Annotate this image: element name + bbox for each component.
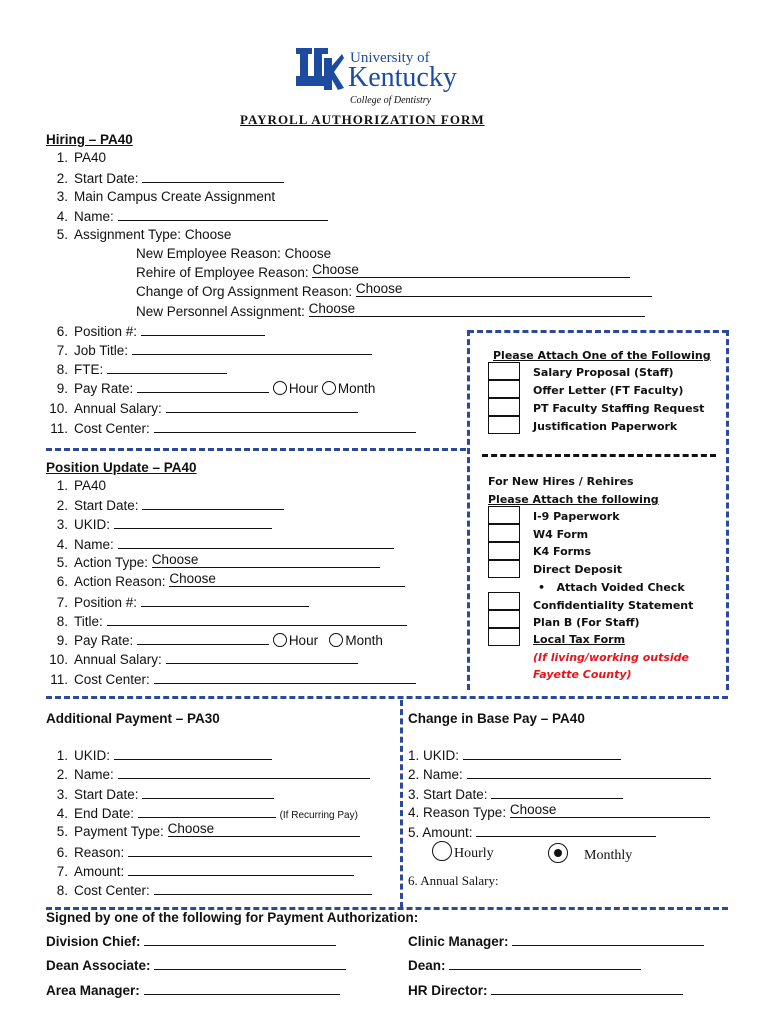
pos-title-field[interactable] [107,613,407,626]
hr-director-field[interactable] [491,982,683,995]
rehire-reason: Rehire of Employee Reason: Choose [136,265,630,280]
cost-center-field[interactable] [154,420,416,433]
change-org-reason: Change of Org Assignment Reason: Choose [136,284,652,299]
annual-salary-field[interactable] [166,400,358,413]
additional-amount: 7. Amount: [46,863,354,879]
sig-dean-associate: Dean Associate: [46,957,346,973]
additional-end-date: 4. End Date: (If Recurring Pay) [56,806,358,821]
job-title-field[interactable] [132,342,372,355]
position-action-reason: 6. Action Reason: Choose [46,574,405,589]
pos-hour-radio[interactable] [273,633,287,647]
attach1-item: Offer Letter (FT Faculty) [533,384,684,397]
sig-area-manager: Area Manager: [46,982,340,998]
divider [726,330,729,690]
pay-rate-field[interactable] [137,380,269,393]
basepay-ukid: 1. UKID: [408,747,621,763]
name-field[interactable] [118,208,328,221]
attach2-checkbox[interactable] [488,560,520,578]
additional-start-date: 3. Start Date: [46,786,274,802]
position-action-type: 5. Action Type: Choose [46,555,380,570]
monthly-option: Monthly [548,843,632,864]
additional-heading: Additional Payment – PA30 [46,711,220,726]
additional-name: 2. Name: [46,766,370,782]
rehire-select[interactable]: Choose [312,265,630,278]
pos-ukid-field[interactable] [114,516,272,529]
divider [467,330,470,690]
divider [46,696,728,699]
add-ukid-field[interactable] [114,747,272,760]
attach2-checkbox[interactable] [488,628,520,646]
dean-associate-field[interactable] [154,957,346,970]
basepay-reason-type: 4. Reason Type: Choose [408,805,710,820]
attach1-checkbox[interactable] [488,362,520,380]
add-reason-field[interactable] [128,844,372,857]
division-chief-field[interactable] [144,933,336,946]
basepay-heading: Change in Base Pay – PA40 [408,711,585,726]
sig-hr-director: HR Director: [408,982,683,998]
clinic-manager-field[interactable] [512,933,704,946]
position-name: 4. Name: [46,536,394,552]
divider [400,700,403,908]
attach2-heading2: Please Attach the following [488,493,659,506]
hiring-job-title: 7. Job Title: [46,342,372,358]
additional-reason: 6. Reason: [46,844,372,860]
dean-field[interactable] [449,957,641,970]
hiring-assignment-type: 5. Assignment Type: Choose [56,227,232,242]
sig-dean: Dean: [408,957,641,973]
sig-division-chief: Division Chief: [46,933,336,949]
pos-name-field[interactable] [118,536,394,549]
page-title: PAYROLL AUTHORIZATION FORM [240,112,485,127]
position-title: 8. Title: [46,613,407,629]
pos-annual-salary-field[interactable] [166,651,358,664]
bp-amount-field[interactable] [476,824,656,837]
new-employee-reason: New Employee Reason: Choose [136,246,332,261]
attach1-checkbox[interactable] [488,398,520,416]
position-number: 7. Position #: [46,594,309,610]
monthly-radio[interactable] [548,843,568,863]
attach1-checkbox[interactable] [488,416,520,434]
attach1-item: PT Faculty Staffing Request [533,402,705,415]
position-ukid: 3. UKID: [46,516,272,532]
basepay-annual: 6. Annual Salary: [408,873,499,888]
area-manager-field[interactable] [144,982,340,995]
position-start-date: 2. Start Date: [46,497,284,513]
attach2-checkbox[interactable] [488,524,520,542]
hour-radio[interactable] [273,381,287,395]
attach2-item: K4 Forms [533,545,592,558]
divider [468,330,728,333]
divider [482,454,716,457]
pos-pay-rate-field[interactable] [137,632,269,645]
new-employee-select[interactable]: Choose [284,246,332,261]
hiring-name: 4. Name: [46,208,328,224]
change-org-select[interactable]: Choose [356,284,652,297]
position-pay-rate: 9. Pay Rate: Hour Month [56,633,383,648]
attach2-item: I-9 Paperwork [533,510,620,523]
attach2-heading1: For New Hires / Rehires [488,475,634,488]
hiring-pay-rate: 9. Pay Rate: Hour Month [56,381,376,396]
attach2-checkbox[interactable] [488,542,520,560]
position-cost-center: 11. Cost Center: [46,671,416,687]
basepay-start-date: 3. Start Date: [408,786,623,802]
attach2-item: W4 Form [533,528,589,541]
assignment-type-select[interactable]: Choose [184,227,232,242]
bp-name-field[interactable] [467,766,711,779]
month-radio[interactable] [322,381,336,395]
attach1-item: Salary Proposal (Staff) [533,366,674,379]
logo-line1: University of [350,50,430,66]
sig-clinic-manager: Clinic Manager: [408,933,704,949]
attach2-item: Confidentiality Statement [533,599,694,612]
action-type-select[interactable]: Choose [152,555,380,568]
hiring-start-date: 2. Start Date: [46,170,284,186]
pos-start-date-field[interactable] [142,497,284,510]
signed-heading: Signed by one of the following for Payment Authorization: [46,910,419,925]
attach1-heading: Please Attach One of the Following [493,349,711,362]
logo-line2: Kentucky [348,62,457,93]
position-annual-salary: 10. Annual Salary: [46,651,358,667]
bp-ukid-field[interactable] [463,747,621,760]
position-heading: Position Update – PA40 [46,460,197,475]
additional-cost-center: 8. Cost Center: [46,882,372,898]
hiring-item: 3. Main Campus Create Assignment [56,189,276,204]
hiring-cost-center: 11. Cost Center: [46,420,416,436]
additional-ukid: 1. UKID: [46,747,272,763]
hiring-annual-salary: 10. Annual Salary: [46,400,358,416]
uk-logo-mark [296,48,344,92]
start-date-field[interactable] [142,170,284,183]
hiring-fte: 8. FTE: [46,361,227,377]
hourly-radio[interactable] [432,841,452,861]
bp-reason-select[interactable]: Choose [510,805,710,818]
hiring-item: 1. PA40 [56,150,107,165]
pos-number-field[interactable] [141,594,309,607]
add-amount-field[interactable] [128,863,354,876]
attach1-item: Justification Paperwork [533,420,678,433]
position-field[interactable] [141,323,265,336]
attach2-checkbox[interactable] [488,506,520,524]
add-end-date-field[interactable] [138,805,276,818]
action-reason-select[interactable]: Choose [169,574,405,587]
hiring-heading: Hiring – PA40 [46,132,133,147]
add-name-field[interactable] [118,766,370,779]
pos-month-radio[interactable] [329,633,343,647]
new-personnel-select[interactable]: Choose [309,304,645,317]
attach2-red-note: (If living/working outside Fayette County) [533,651,690,681]
attach2-item: Local Tax Form [533,633,626,646]
attach2-checkbox[interactable] [488,592,520,610]
attach2-bullet: • Attach Voided Check [538,581,685,594]
pos-cost-center-field[interactable] [154,671,416,684]
position-item: 1. PA40 [56,478,107,493]
basepay-name: 2. Name: [408,766,711,782]
attach2-item: Plan B (For Staff) [533,616,640,629]
add-cost-center-field[interactable] [154,882,372,895]
add-start-date-field[interactable] [142,786,274,799]
payment-type-select[interactable]: Choose [168,824,360,837]
additional-payment-type: 5. Payment Type: Choose [46,824,360,839]
hiring-position: 6. Position #: [46,323,265,339]
basepay-amount: 5. Amount: [408,824,656,840]
fte-field[interactable] [107,361,227,374]
attach2-checkbox[interactable] [488,610,520,628]
attach1-checkbox[interactable] [488,380,520,398]
logo-line3: College of Dentistry [350,95,432,106]
hourly-option: Hourly [432,841,494,862]
bp-start-date-field[interactable] [491,786,623,799]
attach2-item: Direct Deposit [533,563,622,576]
new-personnel-assignment: New Personnel Assignment: Choose [136,304,645,319]
divider [46,448,466,451]
